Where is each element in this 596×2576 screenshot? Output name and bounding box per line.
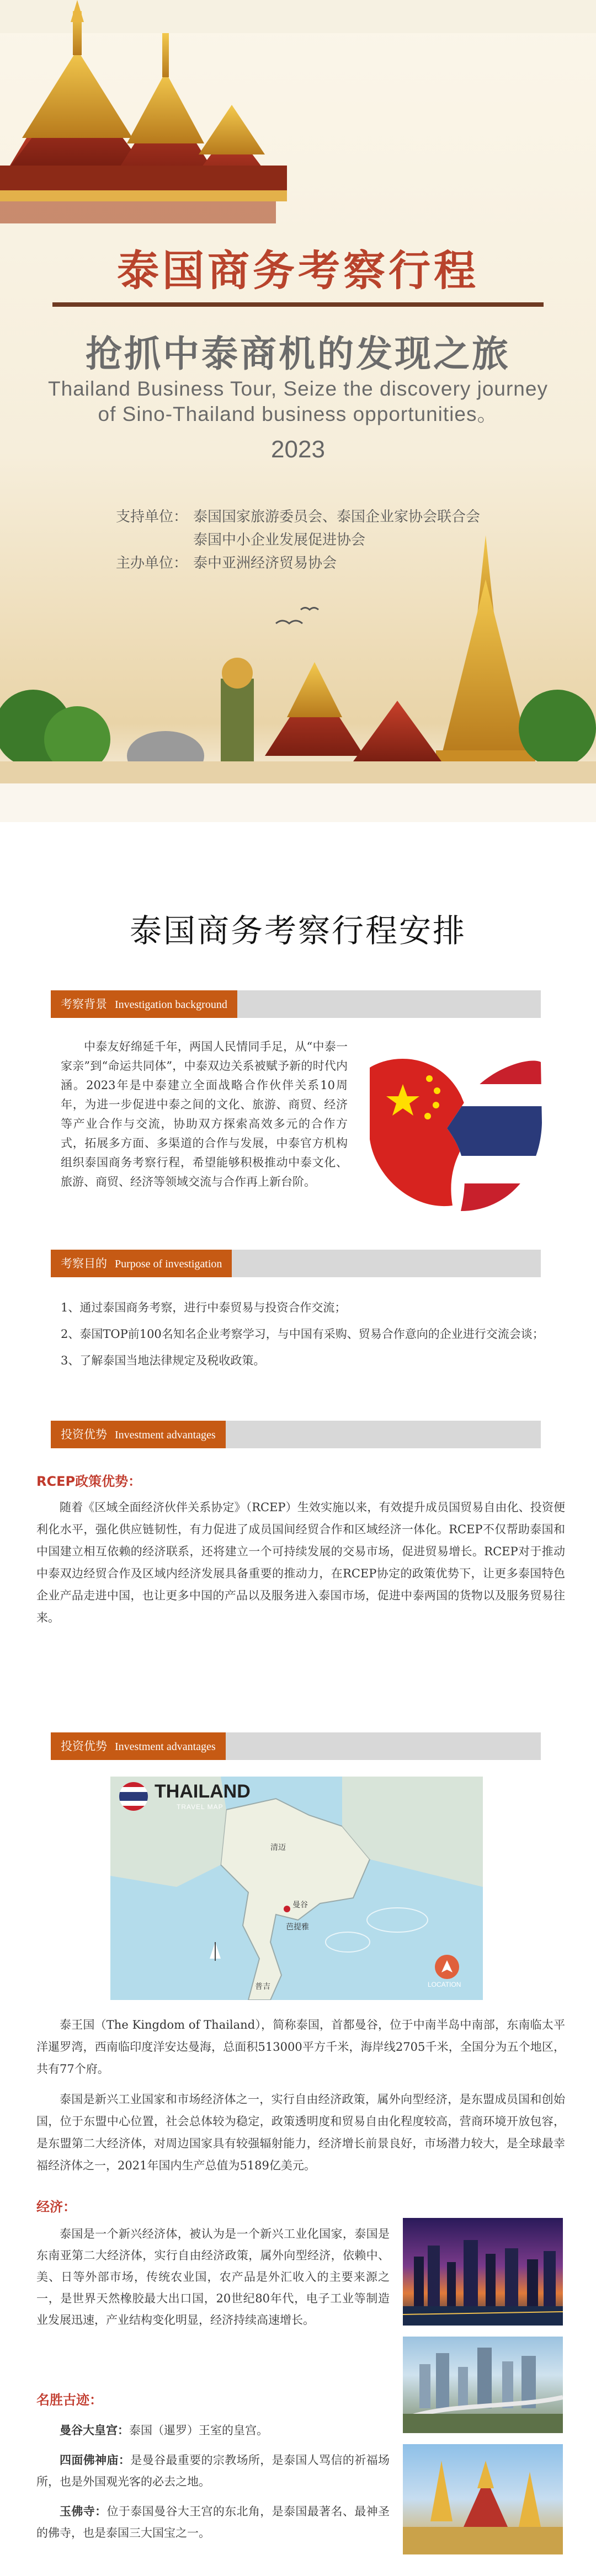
attraction-desc: 位于泰国曼谷大王宫的东北角，是泰国最著名、最神圣的佛寺，也是泰国三大国宝之一。 <box>36 2505 390 2540</box>
background-text: 中泰友好绵延千年，两国人民情同手足，从“中泰一家亲”到“命运共同体”，中泰双边关系被赋予新的时代内涵。2023年是中泰建立全面战略合作伙伴关系10周年，为进一步促进中泰之间的文化、旅游、商贸、经济等产业合作与交流，协助双方探索高效多元的合作方式，拓展多方面、多渠道的合作与发展，中泰官方机构组织泰国商务考察行程，希望能够积极推动中泰文化、旅游、商贸、经济等领域交流与合作再上新台阶。 <box>61 1040 348 1188</box>
attraction-item <box>36 2500 390 2544</box>
bangkok-night-photo <box>403 2218 563 2326</box>
purpose-item: 1、通过泰国商务考察，进行中泰贸易与投资合作交流； <box>61 1301 347 1314</box>
economy-text: 泰国是一个新兴经济体，被认为是一个新兴工业化国家，泰国是东南亚第二大经济体，实行自由经济政策，属外向型经济，依赖中、美、日等外部市场，传统农业国，农产品是外汇收入的主要来源之一，是世界天然橡胶最大出口国，20世纪80年代，电子工业等制造业发展迅速，产业结构变化明显，经济持续高速增长。 <box>36 2227 390 2327</box>
purpose-list <box>61 1298 546 1377</box>
hero-year: 2023 <box>271 436 325 463</box>
rcep-text: 随着《区域全面经济伙伴关系协定》（RCEP）生效实施以来，有效提升成员国贸易自由化、投资便利化水平，强化供应链韧性，有力促进了成员国间经贸合作和区域经济一体化。RCEP不仅帮助泰国和中国建立相互依赖的经济联系，还将建立一个可持续发展的交易市场，促进贸易增长。RCEP对于推动中泰双边经贸合作及区域内经济发展具备重要的推动力，在RCEP协定的政策优势下，让更多泰国特色企业产品走进中国，也让更多中国的产品以及服务进入泰国市场，促进中泰两国的货物以及服务贸易往来。 <box>36 1501 565 1624</box>
hero-banner <box>0 0 596 822</box>
map-city: 清迈 <box>270 1843 286 1852</box>
support-org-1: 泰国国家旅游委员会、泰国企业家协会联合会 <box>193 509 481 525</box>
thailand-intro-text: 泰王国（The Kingdom of Thailand），简称泰国，首都曼谷，位于中南半岛中南部，东南临太平洋暹罗湾，西南临印度洋安达曼海，总面积513000平方千米，海岸线2705千米，全国分为五个地区，共有77个府。 <box>36 2018 565 2076</box>
english-line-2: of Sino-Thailand business opportunities。 <box>98 403 498 425</box>
map-city: 普吉 <box>255 1982 270 1991</box>
tag-en: Investment advantages <box>115 1741 216 1753</box>
host-org: 泰中亚洲经济贸易协会 <box>193 555 337 572</box>
section-tag-advantages <box>51 1421 226 1448</box>
hero-english-subtitle <box>33 376 563 427</box>
rcep-heading: RCEP政策优势： <box>36 1474 142 1489</box>
tag-zh: 投资优势 <box>61 1428 107 1441</box>
host-label: 主办单位： <box>116 555 188 572</box>
section-tag-background <box>51 990 237 1018</box>
map-city: 芭提雅 <box>286 1923 309 1932</box>
section-bar-advantages <box>51 1421 541 1448</box>
temple-roof-illustration <box>0 0 596 232</box>
bangkok-city-photo <box>403 2337 563 2433</box>
hero-title: 泰国商务考察行程 <box>117 246 479 295</box>
handshake-flags-image <box>364 1046 546 1228</box>
tag-en: Investigation background <box>115 999 227 1011</box>
page-title: 泰国商务考察行程安排 <box>129 912 466 950</box>
attraction-name: 曼谷大皇宫： <box>60 2423 129 2437</box>
section-bar-background <box>51 990 541 1018</box>
attraction-name: 玉佛寺： <box>60 2504 107 2518</box>
attraction-desc: 泰国（暹罗）王室的皇宫。 <box>129 2424 268 2437</box>
tag-zh: 投资优势 <box>61 1740 107 1753</box>
attraction-item <box>36 2449 390 2493</box>
tag-zh: 考察目的 <box>61 1257 107 1270</box>
purpose-item: 2、泰国TOP前100名知名企业考察学习，与中国有采购、贸易合作意向的企业进行交流会谈； <box>61 1327 544 1341</box>
map-title: THAILAND <box>155 1781 251 1802</box>
attractions-heading: 名胜古迹： <box>36 2392 103 2408</box>
thai-landmarks-illustration <box>0 497 596 822</box>
map-location-label: LOCATION <box>428 1981 461 1988</box>
purpose-item: 3、了解泰国当地法律规定及税收政策。 <box>61 1354 265 1367</box>
photo-graphic <box>403 2218 563 2326</box>
attraction-desc: 是曼谷最重要的宗教场所，是泰国人骂信的祈福场所，也是外国观光客的必去之地。 <box>36 2454 390 2488</box>
section-tag-purpose <box>51 1250 232 1277</box>
map-city: 曼谷 <box>292 1901 308 1910</box>
support-label: 支持单位： <box>116 509 188 525</box>
section-bar-purpose <box>51 1250 541 1277</box>
section-bar-advantages-2 <box>51 1732 541 1760</box>
tag-en: Investment advantages <box>115 1429 216 1441</box>
thailand-flag-icon <box>119 1782 148 1811</box>
attractions-list <box>36 2419 390 2544</box>
thailand-economy-overview: 泰国是新兴工业国家和市场经济体之一，实行自由经济政策，属外向型经济，是东盟成员国和创始国，位于东盟中心位置，社会总体较为稳定，政策透明度和贸易自由化程度较高，营商环境开放包容，是东盟第二大经济体，对周边国家具有较强辐射能力，经济增长前景良好，市场潜力较大，是全球最幸福经济体之一，2021年国内生产总值为5189亿美元。 <box>36 2093 565 2172</box>
photo-graphic <box>403 2444 563 2554</box>
english-line-1: Thailand Business Tour, Seize the discovery journey <box>48 377 548 400</box>
tag-en: Purpose of investigation <box>115 1258 222 1270</box>
wat-phra-kaew-photo <box>403 2444 563 2554</box>
title-divider <box>52 302 544 307</box>
map-subtitle: TRAVEL MAP <box>177 1803 223 1811</box>
thailand-map <box>110 1777 483 2000</box>
attraction-item <box>36 2419 390 2441</box>
economy-heading: 经济： <box>36 2199 76 2215</box>
photo-graphic <box>403 2337 563 2433</box>
section-tag-advantages-2 <box>51 1732 226 1760</box>
map-graphic <box>110 1777 483 2000</box>
attraction-name: 四面佛神庙： <box>60 2453 131 2467</box>
tag-zh: 考察背景 <box>61 998 107 1011</box>
hero-subtitle: 抢抓中泰商机的发现之旅 <box>86 333 510 375</box>
support-org-2: 泰国中小企业发展促进协会 <box>193 532 366 548</box>
